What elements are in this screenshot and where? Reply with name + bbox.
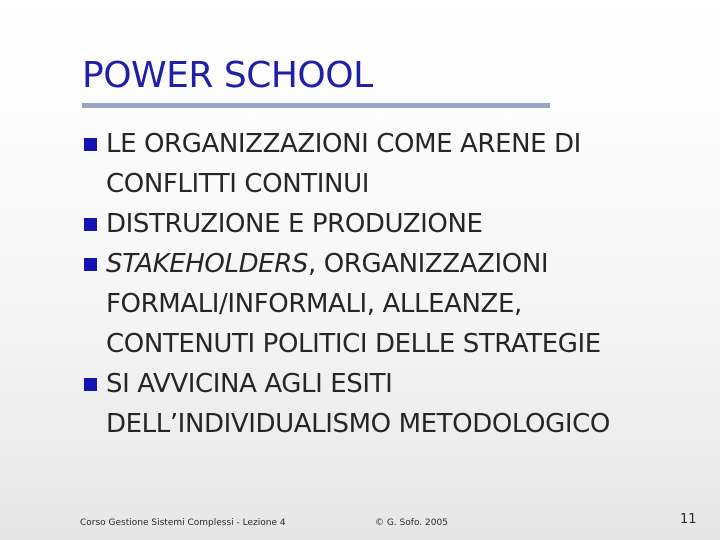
bullet-line xyxy=(106,244,704,284)
bullet-item xyxy=(84,364,704,444)
bullet-line: DELL’INDIVIDUALISMO METODOLOGICO xyxy=(106,409,610,439)
bullet-line: CONTENUTI POLITICI DELLE STRATEGIE xyxy=(106,329,601,359)
italic-term: STAKEHOLDERS xyxy=(106,249,308,279)
footer-course: Corso Gestione Sistemi Complessi - Lezione 4 xyxy=(80,518,286,528)
bullet-line: DISTRUZIONE E PRODUZIONE xyxy=(106,209,483,239)
slide-title: POWER SCHOOL xyxy=(82,55,373,96)
bullet-line-rest: , ORGANIZZAZIONI xyxy=(307,249,549,279)
bullet-item xyxy=(84,244,704,364)
square-bullet-icon xyxy=(84,378,97,391)
footer-copyright: © G. Sofo. 2005 xyxy=(375,518,448,528)
bullet-line: LE ORGANIZZAZIONI COME ARENE DI xyxy=(106,129,581,159)
square-bullet-icon xyxy=(84,218,97,231)
title-underline xyxy=(82,103,550,108)
square-bullet-icon xyxy=(84,138,97,151)
bullet-item xyxy=(84,204,704,244)
bullet-line: SI AVVICINA AGLI ESITI xyxy=(106,369,393,399)
bullet-item xyxy=(84,124,704,204)
square-bullet-icon xyxy=(84,258,97,271)
page-number: 11 xyxy=(680,512,697,527)
bullet-line: CONFLITTI CONTINUI xyxy=(106,169,369,199)
bullet-list xyxy=(84,124,704,444)
bullet-line: FORMALI/INFORMALI, ALLEANZE, xyxy=(106,289,522,319)
